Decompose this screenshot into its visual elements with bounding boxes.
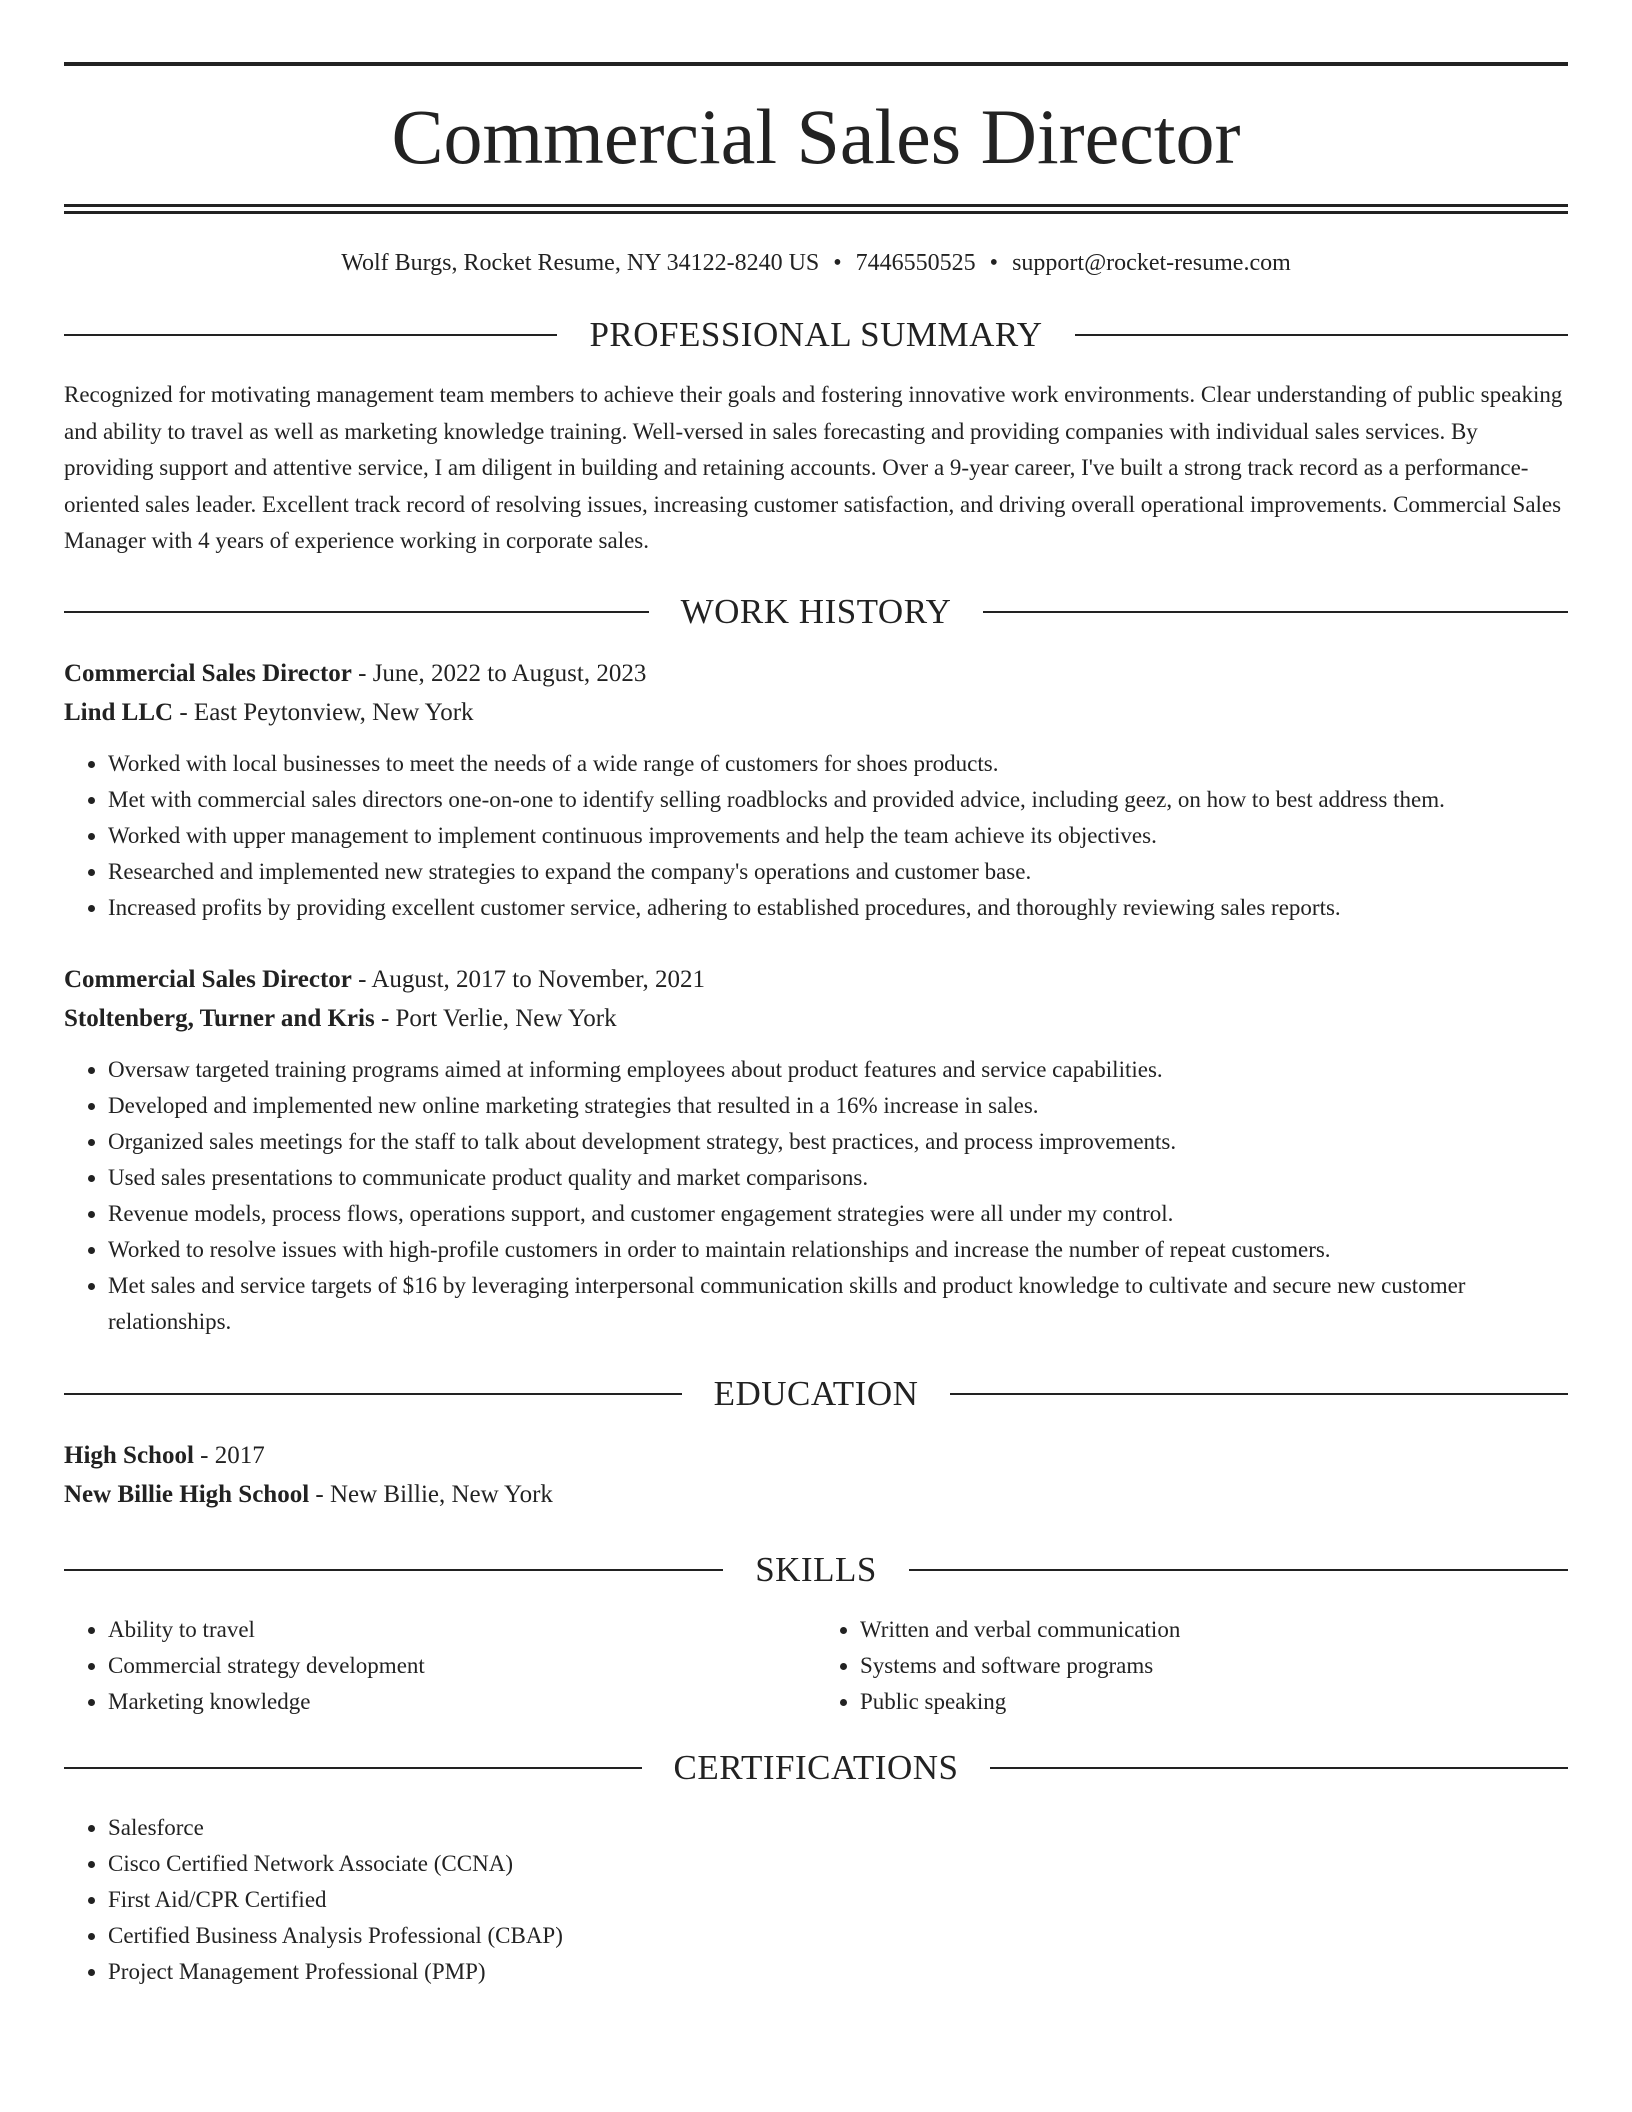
skills-list-right	[816, 1612, 1568, 1720]
education-school: New Billie High School	[64, 1480, 310, 1508]
job-entry-2	[64, 960, 1568, 1340]
list-item: • Worked with local businesses to meet the needs of a wide range of customers for shoes products.	[108, 746, 1568, 782]
work-section-header	[64, 592, 1568, 632]
list-item: • Systems and software programs	[860, 1648, 1568, 1684]
list-item: • Developed and implemented new online marketing strategies that resulted in a 16% increase in sales.	[108, 1088, 1568, 1124]
section-rule-right	[909, 1569, 1568, 1571]
job-role: Commercial Sales Director	[64, 659, 352, 687]
list-item: • Revenue models, process flows, operations support, and customer engagement strategies were all under my control.	[108, 1196, 1568, 1232]
contact-phone: 7446550525	[855, 250, 976, 276]
resume-page	[64, 0, 1568, 1990]
certifications-section-header	[64, 1748, 1568, 1788]
list-item: • Worked to resolve issues with high-profile customers in order to maintain relationships and increase the number of repeat customers.	[108, 1232, 1568, 1268]
job-location: - Port Verlie, New York	[374, 1004, 617, 1032]
contact-separator: •	[989, 250, 999, 276]
skills-section-header	[64, 1550, 1568, 1590]
education-entry	[64, 1436, 1568, 1514]
summary-text: Recognized for motivating management team members to achieve their goals and fostering innovative work environments. Clear understanding of public speaking and ability to travel as well as marketing knowledge training. Well-versed in sales forecasting and providing companies with individual sales services. By providing support and attentive service, I am diligent in building and retaining accounts. Over a 9-year career, I've built a strong track record as a performance-oriented sales leader. Excellent track record of resolving issues, increasing customer satisfaction, and driving overall operational improvements. Commercial Sales Manager with 4 years of experience working in corporate sales.	[64, 382, 1563, 553]
contact-line	[64, 250, 1568, 277]
contact-separator: •	[833, 250, 842, 276]
contact-address: Wolf Burgs, Rocket Resume, NY 34122-8240 US	[341, 250, 820, 276]
education-section-header	[64, 1374, 1568, 1414]
list-item: • Ability to travel	[108, 1612, 816, 1648]
list-item: • Organized sales meetings for the staff to talk about development strategy, best practices, and process improvements.	[108, 1124, 1568, 1160]
section-rule-left	[64, 1569, 723, 1571]
section-rule-left	[64, 611, 649, 613]
education-location: - New Billie, New York	[309, 1480, 553, 1508]
certifications-list	[64, 1810, 1568, 1990]
list-item: • Cisco Certified Network Associate (CCNA)	[108, 1846, 1568, 1882]
list-item: • Certified Business Analysis Professional (CBAP)	[108, 1918, 1568, 1954]
resume-title: Commercial Sales Director	[391, 93, 1241, 180]
list-item: • Researched and implemented new strategies to expand the company's operations and customer base.	[108, 854, 1568, 890]
job-role-line	[64, 654, 1568, 693]
summary-section-title: PROFESSIONAL SUMMARY	[589, 315, 1043, 354]
job-role-line	[64, 960, 1568, 999]
section-rule-right	[990, 1767, 1568, 1769]
education-school-line	[64, 1475, 1568, 1514]
summary-section-header	[64, 315, 1568, 355]
section-rule-right	[950, 1393, 1568, 1395]
section-rule-left	[64, 1393, 682, 1395]
list-item: • Marketing knowledge	[108, 1684, 816, 1720]
title-double-rule	[64, 204, 1568, 214]
contact-email: support@rocket-resume.com	[1012, 250, 1291, 276]
job-company-line	[64, 693, 1568, 732]
list-item: • Oversaw targeted training programs aimed at informing employees about product features and service capabilities.	[108, 1052, 1568, 1088]
section-rule-left	[64, 334, 557, 336]
job-dates: - August, 2017 to November, 2021	[351, 965, 706, 993]
job-company: Stoltenberg, Turner and Kris	[64, 1004, 375, 1032]
skills-grid	[64, 1612, 1568, 1720]
job-entry-1	[64, 654, 1568, 926]
job-bullets	[64, 746, 1568, 926]
list-item: • Met sales and service targets of $16 by leveraging interpersonal communication skills and product knowledge to cultivate and secure new customer relationships.	[108, 1268, 1568, 1340]
list-item: • First Aid/CPR Certified	[108, 1882, 1568, 1918]
section-rule-right	[1075, 334, 1568, 336]
list-item: • Worked with upper management to implement continuous improvements and help the team achieve its objectives.	[108, 818, 1568, 854]
section-rule-right	[983, 611, 1568, 613]
list-item: • Salesforce	[108, 1810, 1568, 1846]
job-location: - East Peytonview, New York	[173, 698, 474, 726]
list-item: • Used sales presentations to communicate product quality and market comparisons.	[108, 1160, 1568, 1196]
section-rule-left	[64, 1767, 642, 1769]
education-year: - 2017	[193, 1441, 265, 1469]
list-item: • Met with commercial sales directors one-on-one to identify selling roadblocks and provided advice, including geez, on how to best address them.	[108, 782, 1568, 818]
job-dates: - June, 2022 to August, 2023	[351, 659, 647, 687]
certifications-section-title: CERTIFICATIONS	[673, 1747, 959, 1787]
job-bullets	[64, 1052, 1568, 1340]
list-item: • Project Management Professional (PMP)	[108, 1954, 1568, 1990]
top-rule	[64, 62, 1568, 66]
list-item: • Written and verbal communication	[860, 1612, 1568, 1648]
work-section-title: WORK HISTORY	[680, 591, 952, 631]
education-section-title: EDUCATION	[713, 1373, 919, 1413]
list-item: • Increased profits by providing excellent customer service, adhering to established procedures, and thoroughly reviewing sales reports.	[108, 890, 1568, 926]
list-item: • Public speaking	[860, 1684, 1568, 1720]
job-company: Lind LLC	[64, 698, 174, 726]
job-company-line	[64, 999, 1568, 1038]
skills-section-title: SKILLS	[755, 1549, 877, 1589]
skills-list-left	[64, 1612, 816, 1720]
job-role: Commercial Sales Director	[64, 965, 352, 993]
list-item: • Commercial strategy development	[108, 1648, 816, 1684]
education-degree: High School	[64, 1441, 194, 1469]
education-degree-line	[64, 1436, 1568, 1475]
